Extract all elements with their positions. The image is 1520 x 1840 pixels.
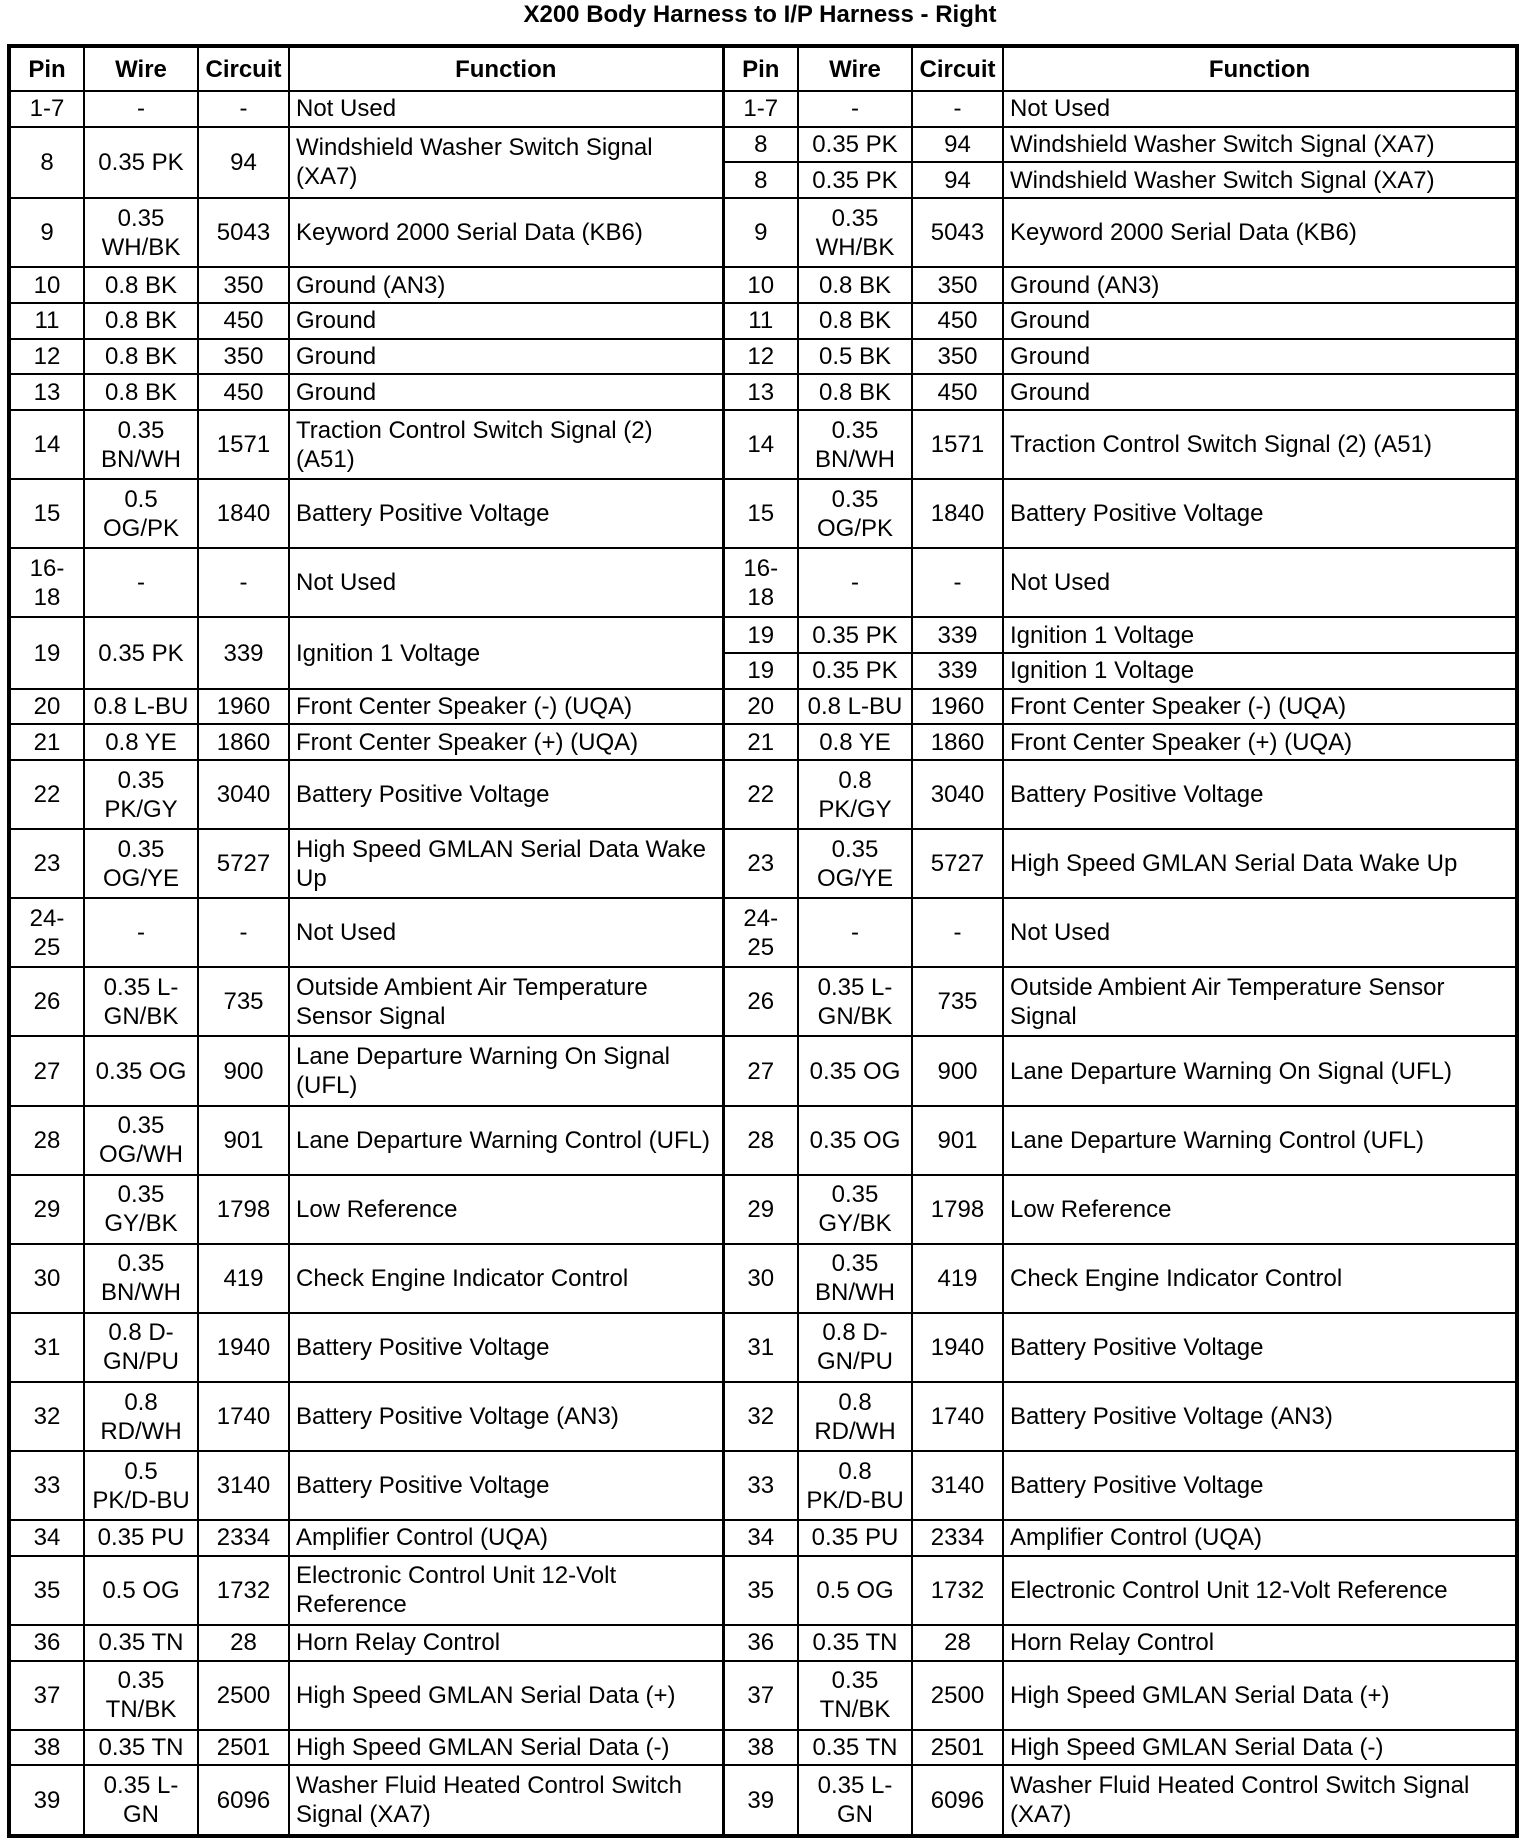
left-circuit-cell: 901 [198, 1106, 289, 1175]
table-row [9, 1520, 1517, 1556]
right-pin-cell: 23 [723, 829, 798, 898]
left-wire-cell: 0.35 BN/WH [84, 410, 198, 479]
right-pin-cell: 19 [723, 653, 798, 689]
right-wire-cell: 0.8 PK/GY [798, 760, 912, 829]
right-circuit-cell: 350 [912, 267, 1003, 303]
right-circuit-cell: 901 [912, 1106, 1003, 1175]
right-circuit-cell: 1860 [912, 724, 1003, 760]
left-function-cell: Horn Relay Control [289, 1625, 723, 1661]
right-pin-cell: 37 [723, 1661, 798, 1730]
table-row [9, 898, 1517, 967]
left-pin-cell: 37 [9, 1661, 84, 1730]
left-wire-cell: 0.35 PU [84, 1520, 198, 1556]
left-circuit-cell: 350 [198, 339, 289, 375]
right-function-cell: Ground [1003, 339, 1517, 375]
header-function: Function [1003, 46, 1517, 91]
left-wire-cell: 0.35 BN/WH [84, 1244, 198, 1313]
right-function-cell: Not Used [1003, 898, 1517, 967]
left-pin-cell: 11 [9, 303, 84, 339]
left-pin-cell: 33 [9, 1451, 84, 1520]
right-pin-cell: 1-7 [723, 91, 798, 127]
right-pin-cell: 8 [723, 162, 798, 198]
right-pin-cell: 28 [723, 1106, 798, 1175]
right-circuit-cell: 2334 [912, 1520, 1003, 1556]
left-function-cell: Not Used [289, 91, 723, 127]
left-function-cell: Low Reference [289, 1175, 723, 1244]
right-circuit-cell: 3140 [912, 1451, 1003, 1520]
right-wire-cell: 0.35 PK [798, 653, 912, 689]
left-pin-cell: 1-7 [9, 91, 84, 127]
table-row [9, 689, 1517, 725]
right-wire-cell: 0.35 BN/WH [798, 1244, 912, 1313]
right-wire-cell: - [798, 548, 912, 617]
table-row [9, 1244, 1517, 1313]
right-circuit-cell: 1940 [912, 1313, 1003, 1382]
left-wire-cell: 0.35 PK [84, 127, 198, 198]
right-pin-cell: 24-25 [723, 898, 798, 967]
left-wire-cell: - [84, 548, 198, 617]
left-function-cell: Keyword 2000 Serial Data (KB6) [289, 198, 723, 267]
right-pin-cell: 13 [723, 374, 798, 410]
left-circuit-cell: 2334 [198, 1520, 289, 1556]
right-wire-cell: 0.8 RD/WH [798, 1382, 912, 1451]
left-pin-cell: 16-18 [9, 548, 84, 617]
right-function-cell: Washer Fluid Heated Control Switch Signal (XA7) [1003, 1765, 1517, 1836]
left-pin-cell: 36 [9, 1625, 84, 1661]
left-pin-cell: 15 [9, 479, 84, 548]
right-pin-cell: 36 [723, 1625, 798, 1661]
right-circuit-cell: 1960 [912, 689, 1003, 725]
left-pin-cell: 19 [9, 617, 84, 688]
right-function-cell: Horn Relay Control [1003, 1625, 1517, 1661]
left-function-cell: Outside Ambient Air Temperature Sensor Signal [289, 967, 723, 1036]
right-function-cell: Outside Ambient Air Temperature Sensor Signal [1003, 967, 1517, 1036]
right-function-cell: Battery Positive Voltage [1003, 479, 1517, 548]
right-circuit-cell: 1571 [912, 410, 1003, 479]
left-pin-cell: 24-25 [9, 898, 84, 967]
left-pin-cell: 27 [9, 1036, 84, 1105]
left-wire-cell: 0.35 OG/YE [84, 829, 198, 898]
right-pin-cell: 34 [723, 1520, 798, 1556]
left-circuit-cell: 28 [198, 1625, 289, 1661]
table-row [9, 1175, 1517, 1244]
table-row [9, 91, 1517, 127]
right-circuit-cell: 1840 [912, 479, 1003, 548]
right-pin-cell: 32 [723, 1382, 798, 1451]
left-pin-cell: 9 [9, 198, 84, 267]
left-circuit-cell: 1798 [198, 1175, 289, 1244]
connector-table [7, 44, 1519, 1838]
left-pin-cell: 14 [9, 410, 84, 479]
left-wire-cell: 0.8 BK [84, 267, 198, 303]
right-wire-cell: 0.35 GY/BK [798, 1175, 912, 1244]
table-row [9, 1730, 1517, 1766]
right-wire-cell: - [798, 91, 912, 127]
right-circuit-cell: 735 [912, 967, 1003, 1036]
left-circuit-cell: 94 [198, 127, 289, 198]
right-circuit-cell: 6096 [912, 1765, 1003, 1836]
left-pin-cell: 38 [9, 1730, 84, 1766]
table-row [9, 374, 1517, 410]
right-pin-cell: 31 [723, 1313, 798, 1382]
right-circuit-cell: - [912, 91, 1003, 127]
right-function-cell: Lane Departure Warning On Signal (UFL) [1003, 1036, 1517, 1105]
table-row [9, 548, 1517, 617]
left-wire-cell: 0.8 L-BU [84, 689, 198, 725]
table-row [9, 760, 1517, 829]
right-wire-cell: 0.8 BK [798, 267, 912, 303]
left-wire-cell: - [84, 91, 198, 127]
right-circuit-cell: 419 [912, 1244, 1003, 1313]
left-circuit-cell: 6096 [198, 1765, 289, 1836]
table-body [9, 91, 1517, 1836]
right-wire-cell: 0.5 BK [798, 339, 912, 375]
left-function-cell: Lane Departure Warning On Signal (UFL) [289, 1036, 723, 1105]
left-pin-cell: 29 [9, 1175, 84, 1244]
right-circuit-cell: - [912, 898, 1003, 967]
left-pin-cell: 26 [9, 967, 84, 1036]
right-function-cell: Windshield Washer Switch Signal (XA7) [1003, 162, 1517, 198]
left-wire-cell: 0.5 OG/PK [84, 479, 198, 548]
left-circuit-cell: 1940 [198, 1313, 289, 1382]
left-pin-cell: 20 [9, 689, 84, 725]
left-pin-cell: 35 [9, 1556, 84, 1625]
table-row [9, 267, 1517, 303]
left-wire-cell: 0.35 PK [84, 617, 198, 688]
right-function-cell: High Speed GMLAN Serial Data Wake Up [1003, 829, 1517, 898]
right-pin-cell: 33 [723, 1451, 798, 1520]
left-circuit-cell: 1571 [198, 410, 289, 479]
right-wire-cell: - [798, 898, 912, 967]
left-function-cell: Traction Control Switch Signal (2) (A51) [289, 410, 723, 479]
table-row [9, 1765, 1517, 1836]
left-function-cell: Check Engine Indicator Control [289, 1244, 723, 1313]
right-function-cell: Traction Control Switch Signal (2) (A51) [1003, 410, 1517, 479]
table-row [9, 829, 1517, 898]
right-circuit-cell: 28 [912, 1625, 1003, 1661]
right-wire-cell: 0.35 OG [798, 1106, 912, 1175]
right-wire-cell: 0.8 D-GN/PU [798, 1313, 912, 1382]
table-row [9, 1661, 1517, 1730]
right-circuit-cell: 2500 [912, 1661, 1003, 1730]
left-wire-cell: 0.8 BK [84, 303, 198, 339]
left-pin-cell: 34 [9, 1520, 84, 1556]
right-circuit-cell: 1740 [912, 1382, 1003, 1451]
left-function-cell: Electronic Control Unit 12-Volt Reference [289, 1556, 723, 1625]
left-pin-cell: 30 [9, 1244, 84, 1313]
right-function-cell: Electronic Control Unit 12-Volt Reference [1003, 1556, 1517, 1625]
right-function-cell: Low Reference [1003, 1175, 1517, 1244]
right-pin-cell: 19 [723, 617, 798, 653]
right-function-cell: Battery Positive Voltage [1003, 1451, 1517, 1520]
right-wire-cell: 0.35 TN [798, 1730, 912, 1766]
left-pin-cell: 10 [9, 267, 84, 303]
right-pin-cell: 16-18 [723, 548, 798, 617]
header-row [9, 46, 1517, 91]
right-wire-cell: 0.35 OG [798, 1036, 912, 1105]
table-row [9, 1313, 1517, 1382]
right-pin-cell: 22 [723, 760, 798, 829]
right-function-cell: Ignition 1 Voltage [1003, 617, 1517, 653]
right-function-cell: Battery Positive Voltage [1003, 760, 1517, 829]
header-wire: Wire [84, 46, 198, 91]
left-wire-cell: 0.35 OG/WH [84, 1106, 198, 1175]
right-pin-cell: 39 [723, 1765, 798, 1836]
left-wire-cell: 0.8 D-GN/PU [84, 1313, 198, 1382]
right-wire-cell: 0.35 PK [798, 162, 912, 198]
left-circuit-cell: 450 [198, 303, 289, 339]
table-row [9, 410, 1517, 479]
page-title: X200 Body Harness to I/P Harness - Right [523, 1, 997, 28]
right-wire-cell: 0.35 OG/PK [798, 479, 912, 548]
left-circuit-cell: 900 [198, 1036, 289, 1105]
left-pin-cell: 39 [9, 1765, 84, 1836]
right-pin-cell: 20 [723, 689, 798, 725]
right-pin-cell: 30 [723, 1244, 798, 1313]
left-function-cell: Not Used [289, 898, 723, 967]
right-function-cell: High Speed GMLAN Serial Data (-) [1003, 1730, 1517, 1766]
left-wire-cell: 0.5 OG [84, 1556, 198, 1625]
left-function-cell: Ignition 1 Voltage [289, 617, 723, 688]
left-pin-cell: 23 [9, 829, 84, 898]
left-function-cell: High Speed GMLAN Serial Data (+) [289, 1661, 723, 1730]
left-pin-cell: 31 [9, 1313, 84, 1382]
left-circuit-cell: 1732 [198, 1556, 289, 1625]
right-circuit-cell: 1732 [912, 1556, 1003, 1625]
left-circuit-cell: - [198, 898, 289, 967]
right-function-cell: Ground (AN3) [1003, 267, 1517, 303]
right-wire-cell: 0.35 OG/YE [798, 829, 912, 898]
table-row [9, 127, 1517, 163]
left-wire-cell: 0.8 RD/WH [84, 1382, 198, 1451]
left-pin-cell: 21 [9, 724, 84, 760]
left-circuit-cell: 735 [198, 967, 289, 1036]
left-circuit-cell: 2501 [198, 1730, 289, 1766]
left-circuit-cell: - [198, 548, 289, 617]
right-pin-cell: 27 [723, 1036, 798, 1105]
left-wire-cell: 0.35 TN [84, 1625, 198, 1661]
left-circuit-cell: - [198, 91, 289, 127]
left-wire-cell: - [84, 898, 198, 967]
right-circuit-cell: 1798 [912, 1175, 1003, 1244]
right-circuit-cell: 450 [912, 303, 1003, 339]
table-row [9, 617, 1517, 653]
left-function-cell: Battery Positive Voltage (AN3) [289, 1382, 723, 1451]
right-wire-cell: 0.35 BN/WH [798, 410, 912, 479]
table-row [9, 1625, 1517, 1661]
left-circuit-cell: 1960 [198, 689, 289, 725]
right-circuit-cell: 339 [912, 653, 1003, 689]
table-row [9, 303, 1517, 339]
left-wire-cell: 0.35 L-GN/BK [84, 967, 198, 1036]
left-wire-cell: 0.35 L-GN [84, 1765, 198, 1836]
right-pin-cell: 14 [723, 410, 798, 479]
right-wire-cell: 0.35 PU [798, 1520, 912, 1556]
table-row [9, 1036, 1517, 1105]
left-wire-cell: 0.5 PK/D-BU [84, 1451, 198, 1520]
left-pin-cell: 13 [9, 374, 84, 410]
left-circuit-cell: 339 [198, 617, 289, 688]
right-function-cell: Ground [1003, 374, 1517, 410]
left-wire-cell: 0.35 PK/GY [84, 760, 198, 829]
right-pin-cell: 15 [723, 479, 798, 548]
left-pin-cell: 8 [9, 127, 84, 198]
left-pin-cell: 32 [9, 1382, 84, 1451]
right-function-cell: Ignition 1 Voltage [1003, 653, 1517, 689]
right-function-cell: Battery Positive Voltage [1003, 1313, 1517, 1382]
left-circuit-cell: 419 [198, 1244, 289, 1313]
right-function-cell: Battery Positive Voltage (AN3) [1003, 1382, 1517, 1451]
table-row [9, 339, 1517, 375]
header-circuit: Circuit [198, 46, 289, 91]
right-wire-cell: 0.8 L-BU [798, 689, 912, 725]
table-row [9, 1556, 1517, 1625]
right-function-cell: Not Used [1003, 91, 1517, 127]
left-circuit-cell: 450 [198, 374, 289, 410]
right-function-cell: Front Center Speaker (+) (UQA) [1003, 724, 1517, 760]
right-circuit-cell: 900 [912, 1036, 1003, 1105]
left-function-cell: Ground [289, 339, 723, 375]
header-pin: Pin [9, 46, 84, 91]
left-pin-cell: 22 [9, 760, 84, 829]
left-wire-cell: 0.35 GY/BK [84, 1175, 198, 1244]
right-pin-cell: 11 [723, 303, 798, 339]
right-circuit-cell: 5727 [912, 829, 1003, 898]
left-circuit-cell: 1860 [198, 724, 289, 760]
right-pin-cell: 9 [723, 198, 798, 267]
right-circuit-cell: 339 [912, 617, 1003, 653]
left-pin-cell: 12 [9, 339, 84, 375]
header-circuit: Circuit [912, 46, 1003, 91]
right-wire-cell: 0.35 WH/BK [798, 198, 912, 267]
left-wire-cell: 0.8 BK [84, 339, 198, 375]
table-row [9, 1451, 1517, 1520]
left-function-cell: Battery Positive Voltage [289, 760, 723, 829]
right-function-cell: Amplifier Control (UQA) [1003, 1520, 1517, 1556]
left-circuit-cell: 1740 [198, 1382, 289, 1451]
right-function-cell: Not Used [1003, 548, 1517, 617]
header-function: Function [289, 46, 723, 91]
right-wire-cell: 0.35 TN/BK [798, 1661, 912, 1730]
right-circuit-cell: 450 [912, 374, 1003, 410]
header-pin: Pin [723, 46, 798, 91]
left-function-cell: Amplifier Control (UQA) [289, 1520, 723, 1556]
right-pin-cell: 21 [723, 724, 798, 760]
left-circuit-cell: 5727 [198, 829, 289, 898]
right-function-cell: Check Engine Indicator Control [1003, 1244, 1517, 1313]
right-circuit-cell: 5043 [912, 198, 1003, 267]
left-function-cell: High Speed GMLAN Serial Data (-) [289, 1730, 723, 1766]
right-pin-cell: 12 [723, 339, 798, 375]
left-function-cell: Battery Positive Voltage [289, 1313, 723, 1382]
right-pin-cell: 10 [723, 267, 798, 303]
right-wire-cell: 0.5 OG [798, 1556, 912, 1625]
right-pin-cell: 8 [723, 127, 798, 163]
right-wire-cell: 0.35 PK [798, 617, 912, 653]
right-pin-cell: 29 [723, 1175, 798, 1244]
left-wire-cell: 0.8 YE [84, 724, 198, 760]
left-circuit-cell: 5043 [198, 198, 289, 267]
table-row [9, 967, 1517, 1036]
left-wire-cell: 0.35 TN [84, 1730, 198, 1766]
right-wire-cell: 0.8 YE [798, 724, 912, 760]
right-wire-cell: 0.8 PK/D-BU [798, 1451, 912, 1520]
right-pin-cell: 38 [723, 1730, 798, 1766]
right-pin-cell: 35 [723, 1556, 798, 1625]
right-wire-cell: 0.8 BK [798, 303, 912, 339]
left-wire-cell: 0.35 OG [84, 1036, 198, 1105]
right-pin-cell: 26 [723, 967, 798, 1036]
table-row [9, 724, 1517, 760]
table-row [9, 1382, 1517, 1451]
left-function-cell: Battery Positive Voltage [289, 479, 723, 548]
right-function-cell: Windshield Washer Switch Signal (XA7) [1003, 127, 1517, 163]
left-wire-cell: 0.35 TN/BK [84, 1661, 198, 1730]
right-circuit-cell: 2501 [912, 1730, 1003, 1766]
left-function-cell: Ground [289, 374, 723, 410]
left-pin-cell: 28 [9, 1106, 84, 1175]
left-wire-cell: 0.35 WH/BK [84, 198, 198, 267]
table-row [9, 479, 1517, 548]
left-circuit-cell: 3040 [198, 760, 289, 829]
left-circuit-cell: 350 [198, 267, 289, 303]
right-function-cell: Ground [1003, 303, 1517, 339]
right-function-cell: Lane Departure Warning Control (UFL) [1003, 1106, 1517, 1175]
left-function-cell: Battery Positive Voltage [289, 1451, 723, 1520]
left-circuit-cell: 2500 [198, 1661, 289, 1730]
left-circuit-cell: 3140 [198, 1451, 289, 1520]
header-wire: Wire [798, 46, 912, 91]
right-circuit-cell: 94 [912, 162, 1003, 198]
right-wire-cell: 0.35 L-GN [798, 1765, 912, 1836]
left-wire-cell: 0.8 BK [84, 374, 198, 410]
left-function-cell: Washer Fluid Heated Control Switch Signal (XA7) [289, 1765, 723, 1836]
right-function-cell: Keyword 2000 Serial Data (KB6) [1003, 198, 1517, 267]
right-circuit-cell: 350 [912, 339, 1003, 375]
right-circuit-cell: 3040 [912, 760, 1003, 829]
left-function-cell: Ground (AN3) [289, 267, 723, 303]
right-function-cell: Front Center Speaker (-) (UQA) [1003, 689, 1517, 725]
left-circuit-cell: 1840 [198, 479, 289, 548]
right-function-cell: High Speed GMLAN Serial Data (+) [1003, 1661, 1517, 1730]
table-row [9, 198, 1517, 267]
left-function-cell: Front Center Speaker (-) (UQA) [289, 689, 723, 725]
table-row [9, 1106, 1517, 1175]
left-function-cell: High Speed GMLAN Serial Data Wake Up [289, 829, 723, 898]
left-function-cell: Front Center Speaker (+) (UQA) [289, 724, 723, 760]
right-circuit-cell: - [912, 548, 1003, 617]
right-wire-cell: 0.35 L-GN/BK [798, 967, 912, 1036]
left-function-cell: Lane Departure Warning Control (UFL) [289, 1106, 723, 1175]
right-wire-cell: 0.35 TN [798, 1625, 912, 1661]
left-function-cell: Windshield Washer Switch Signal (XA7) [289, 127, 723, 198]
right-wire-cell: 0.8 BK [798, 374, 912, 410]
right-wire-cell: 0.35 PK [798, 127, 912, 163]
right-circuit-cell: 94 [912, 127, 1003, 163]
left-function-cell: Not Used [289, 548, 723, 617]
left-function-cell: Ground [289, 303, 723, 339]
